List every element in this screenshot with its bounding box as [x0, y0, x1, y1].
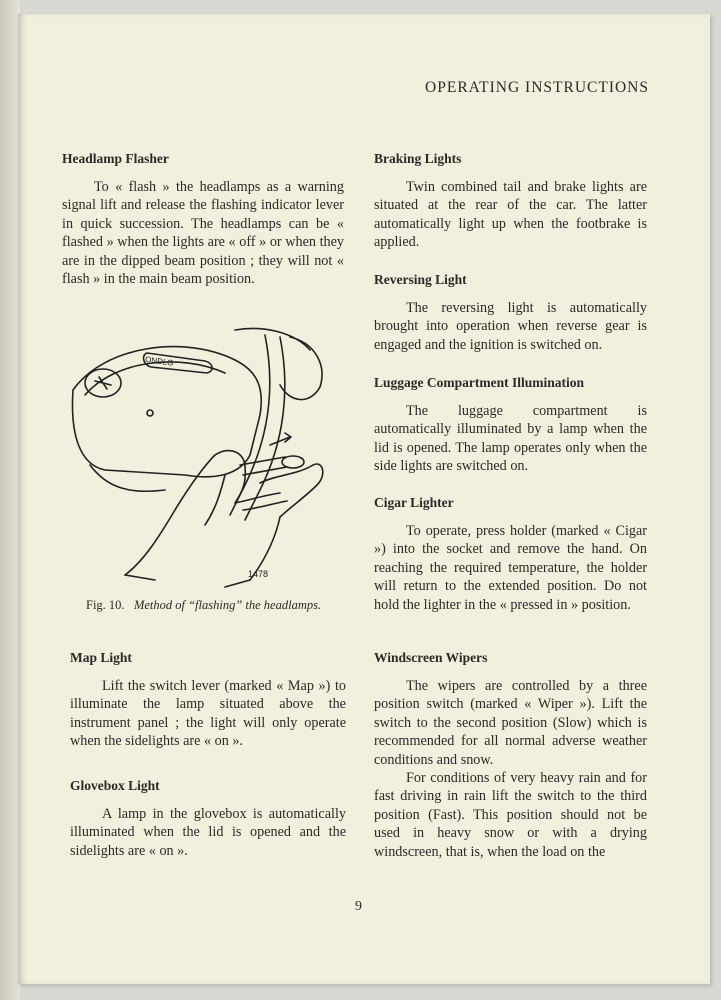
section-body: To operate, press holder (marked « Cigar ») into the socket and remove the hand. On reaching the required temperature, the holder will return to the extended position. Do not hold the lighter in the « pressed in » position. — [374, 523, 647, 613]
caption-number: Fig. 10. — [86, 598, 125, 612]
section-title: Luggage Compartment Illumination — [374, 375, 585, 390]
section-body: The reversing light is automatically brought into operation when reverse gear is engaged and the ignition is switched on. — [374, 300, 647, 353]
section-body: Twin combined tail and brake lights are situated at the rear of the car. The latter automatically light up when the footbrake is applied. — [374, 179, 647, 251]
section-body: To « flash » the headlamps as a warning signal lift and release the flashing indicator lever in quick succession. The headlamps can be « flashed » when the lights are « off » or when they are in the dipped beam position ; they will not « flash » in the main beam position. — [62, 179, 344, 288]
figure-caption — [86, 598, 321, 613]
caption-text: Method of “flashing” the headlamps. — [133, 598, 322, 612]
section-title: Reversing Light — [374, 272, 467, 287]
hand-on-lever-illustration — [65, 325, 337, 593]
section-body: The wipers are controlled by a three position switch (marked « Wiper »). Lift the switch to the second position (Slow) which is recommended for all normal adverse weather conditions and snow. — [374, 678, 647, 768]
binding-shadow — [0, 0, 20, 1000]
section-title: Cigar Lighter — [374, 495, 454, 510]
nameplate-label: ONDLG — [144, 354, 175, 368]
section-title: Windscreen Wipers — [374, 650, 488, 665]
figure-number-label: 1478 — [248, 569, 269, 579]
section-title: Headlamp Flasher — [62, 151, 169, 166]
section-title: Braking Lights — [374, 151, 462, 166]
section-reversing-light — [374, 272, 647, 354]
running-head: OPERATING INSTRUCTIONS — [425, 79, 649, 96]
section-map-light — [70, 650, 346, 751]
section-body: The luggage compartment is automatically illuminated by a lamp when the lid is opened. The lamp operates only when the side lights are switched on. — [374, 403, 647, 475]
section-body: Lift the switch lever (marked « Map ») to illuminate the lamp situated above the instrument panel ; the light will only operate when the sidelights are « on ». — [70, 678, 346, 750]
section-body: A lamp in the glovebox is automatically illuminated when the lid is opened and the sidelights are « on ». — [70, 806, 346, 859]
section-body-continued: For conditions of very heavy rain and for fast driving in rain lift the switch to the third position (Fast). This position should not be used in heavy snow or with a drying windscreen, that is, when the load on the — [374, 770, 647, 860]
section-windscreen-wipers — [374, 650, 647, 861]
section-headlamp-flasher — [62, 151, 344, 288]
figure-headlamp-flashing — [65, 325, 337, 593]
section-title: Map Light — [70, 650, 132, 665]
section-luggage-illumination — [374, 375, 647, 476]
section-braking-lights — [374, 151, 647, 252]
page-number: 9 — [355, 899, 362, 914]
section-title: Glovebox Light — [70, 778, 160, 793]
section-cigar-lighter — [374, 495, 647, 614]
section-glovebox-light — [70, 778, 346, 860]
